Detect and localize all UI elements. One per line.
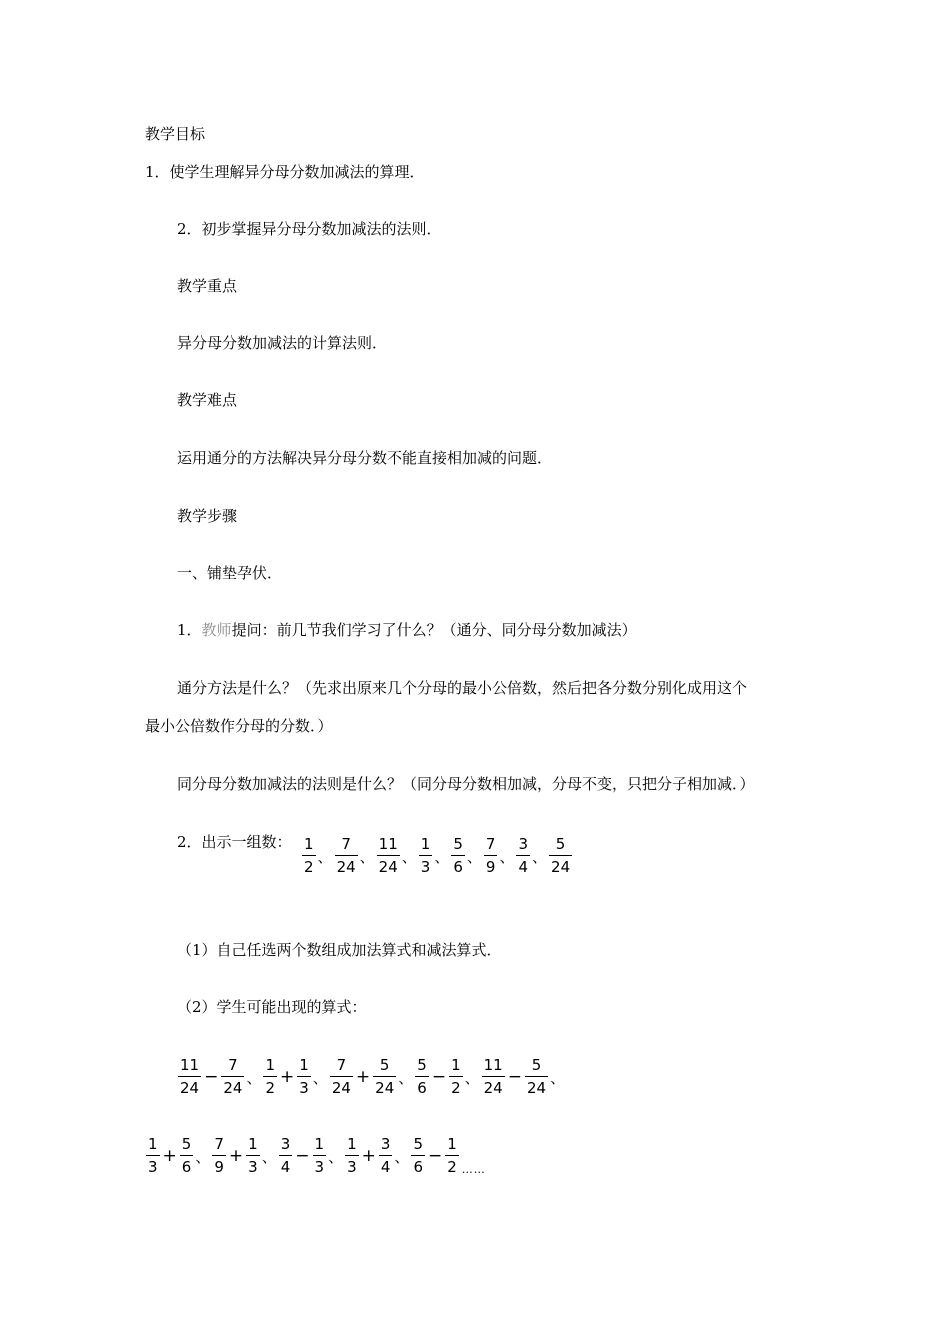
numerator: 7 <box>330 1057 353 1077</box>
denominator: 24 <box>336 858 356 876</box>
fraction <box>411 1136 425 1176</box>
separator: 、 <box>328 1147 344 1166</box>
denominator: 3 <box>248 1158 258 1176</box>
fraction <box>178 1057 201 1097</box>
fraction <box>221 1057 244 1097</box>
numerator: 5 <box>180 1136 194 1156</box>
numerator: 1 <box>302 836 316 856</box>
task-1: （1）自己任选两个数组成加法算式和减法算式． <box>177 941 502 959</box>
step-one-heading: 一、铺垫孕伏． <box>177 564 283 582</box>
heading-difficulty: 教学难点 <box>177 391 238 409</box>
denominator: 3 <box>314 1158 325 1176</box>
numerator: 1 <box>345 1136 359 1156</box>
question-rule: 同分母分数加减法的法则是什么？（同分母分数相加减，分母不变，只把分子相加减．） <box>177 775 755 793</box>
numerator: 3 <box>379 1136 393 1156</box>
numerator: 5 <box>525 1057 548 1077</box>
numerator: 11 <box>482 1057 505 1077</box>
numerator: 1 <box>263 1057 277 1077</box>
expression-row-1 <box>177 1057 566 1097</box>
denominator: 6 <box>413 1158 423 1176</box>
numerator: 1 <box>419 836 433 856</box>
denominator: 2 <box>451 1079 461 1097</box>
denominator: 6 <box>417 1079 427 1097</box>
numerator: 3 <box>516 836 530 856</box>
fraction <box>146 1136 160 1176</box>
separator: 、 <box>398 1068 414 1087</box>
plus-sign: + <box>228 1146 244 1166</box>
denominator: 9 <box>485 858 496 876</box>
plus-sign: + <box>361 1146 376 1166</box>
denominator: 4 <box>518 858 529 876</box>
fraction <box>482 1057 505 1097</box>
goal-2: 2．初步掌握异分母分数加减法的法则． <box>177 220 442 238</box>
step-one-item-1 <box>177 620 637 640</box>
fraction <box>302 836 316 876</box>
numerator: 1 <box>246 1136 260 1156</box>
fraction <box>445 1136 459 1176</box>
item-number: 1． <box>177 621 202 639</box>
denominator: 4 <box>380 1158 391 1176</box>
denominator: 6 <box>453 858 463 876</box>
fraction <box>212 1136 226 1176</box>
separator: 、 <box>261 1147 277 1166</box>
goal-1: 1．使学生理解异分母分数加减法的算理． <box>145 163 425 181</box>
numerator: 5 <box>411 1136 425 1156</box>
numerator: 5 <box>451 836 465 856</box>
denominator: 24 <box>331 1079 351 1097</box>
denominator: 9 <box>214 1158 224 1176</box>
key-point-text: 异分母分数加减法的计算法则． <box>177 334 388 352</box>
fraction-set <box>301 836 573 876</box>
separator: 、 <box>394 1147 410 1166</box>
denominator: 6 <box>181 1158 192 1176</box>
numerator: 5 <box>373 1057 396 1077</box>
numerator: 11 <box>178 1057 201 1077</box>
heading-key-point: 教学重点 <box>177 277 238 295</box>
show-numbers-label: 2．出示一组数： <box>177 833 292 851</box>
numerator: 7 <box>335 836 358 856</box>
heading-teaching-goals: 教学目标 <box>145 125 206 143</box>
denominator: 2 <box>304 858 314 876</box>
question-method-cont: 最小公倍数作分母的分数．） <box>145 717 333 735</box>
minus-sign: − <box>427 1146 443 1166</box>
separator: 、 <box>317 847 333 866</box>
expression-row-2 <box>145 1136 486 1176</box>
fraction <box>419 836 433 876</box>
fraction <box>297 1057 311 1097</box>
fraction <box>330 1057 353 1097</box>
numerator: 3 <box>279 1136 293 1156</box>
fraction <box>415 1057 429 1097</box>
numerator: 5 <box>415 1057 429 1077</box>
numerator: 1 <box>297 1057 311 1077</box>
numerator: 7 <box>484 836 498 856</box>
fraction <box>180 1136 194 1176</box>
numerator: 7 <box>221 1057 244 1077</box>
heading-steps: 教学步骤 <box>177 507 238 525</box>
numerator: 7 <box>212 1136 226 1156</box>
fraction <box>525 1057 548 1097</box>
separator: 、 <box>359 847 375 866</box>
separator: 、 <box>499 847 515 866</box>
fraction <box>373 1057 396 1097</box>
fraction <box>484 836 498 876</box>
fraction <box>449 1057 463 1097</box>
numerator: 1 <box>313 1136 327 1156</box>
fraction <box>377 836 400 876</box>
task-2: （2）学生可能出现的算式： <box>177 998 367 1016</box>
denominator: 24 <box>378 858 398 876</box>
fraction <box>516 836 530 876</box>
separator: 、 <box>466 847 482 866</box>
plus-sign: + <box>355 1067 371 1087</box>
separator: 、 <box>532 847 548 866</box>
question-method: 通分方法是什么？（先求出原来几个分母的最小公倍数，然后把各分数分别化成用这个 <box>177 679 748 697</box>
denominator: 24 <box>375 1079 395 1097</box>
denominator: 3 <box>299 1079 309 1097</box>
denominator: 3 <box>148 1158 158 1176</box>
separator: 、 <box>401 847 417 866</box>
denominator: 2 <box>265 1079 275 1097</box>
plus-sign: + <box>162 1146 177 1166</box>
ellipsis: …… <box>461 1163 486 1176</box>
difficulty-text: 运用通分的方法解决异分母分数不能直接相加减的问题． <box>177 449 553 467</box>
numerator: 1 <box>146 1136 160 1156</box>
numerator: 5 <box>549 836 572 856</box>
fraction <box>345 1136 359 1176</box>
numerator: 1 <box>449 1057 463 1077</box>
denominator: 2 <box>447 1158 457 1176</box>
denominator: 3 <box>420 858 431 876</box>
numerator: 1 <box>445 1136 459 1156</box>
question-text: 提问：前几节我们学习了什么？（通分、同分母分数加减法） <box>231 621 637 639</box>
denominator: 4 <box>280 1158 291 1176</box>
minus-sign: − <box>431 1067 447 1087</box>
fraction <box>313 1136 327 1176</box>
separator: 、 <box>434 847 450 866</box>
plus-sign: + <box>280 1067 295 1087</box>
fraction <box>379 1136 393 1176</box>
denominator: 24 <box>483 1079 503 1097</box>
fraction <box>451 836 465 876</box>
fraction <box>549 836 572 876</box>
denominator: 24 <box>526 1079 547 1097</box>
minus-sign: − <box>507 1067 522 1087</box>
separator: 、 <box>246 1068 262 1087</box>
fraction <box>246 1136 260 1176</box>
separator: 、 <box>312 1068 328 1087</box>
separator: 、 <box>195 1147 211 1166</box>
separator: 、 <box>464 1068 480 1087</box>
separator: 、 <box>550 1068 566 1087</box>
fraction <box>279 1136 293 1176</box>
numerator: 11 <box>377 836 400 856</box>
denominator: 24 <box>223 1079 243 1097</box>
minus-sign: − <box>204 1067 219 1087</box>
denominator: 24 <box>551 858 571 876</box>
denominator: 3 <box>347 1158 357 1176</box>
teacher-label: 教师 <box>201 621 232 639</box>
denominator: 24 <box>180 1079 200 1097</box>
fraction <box>335 836 358 876</box>
minus-sign: − <box>295 1146 310 1166</box>
fraction <box>263 1057 277 1097</box>
